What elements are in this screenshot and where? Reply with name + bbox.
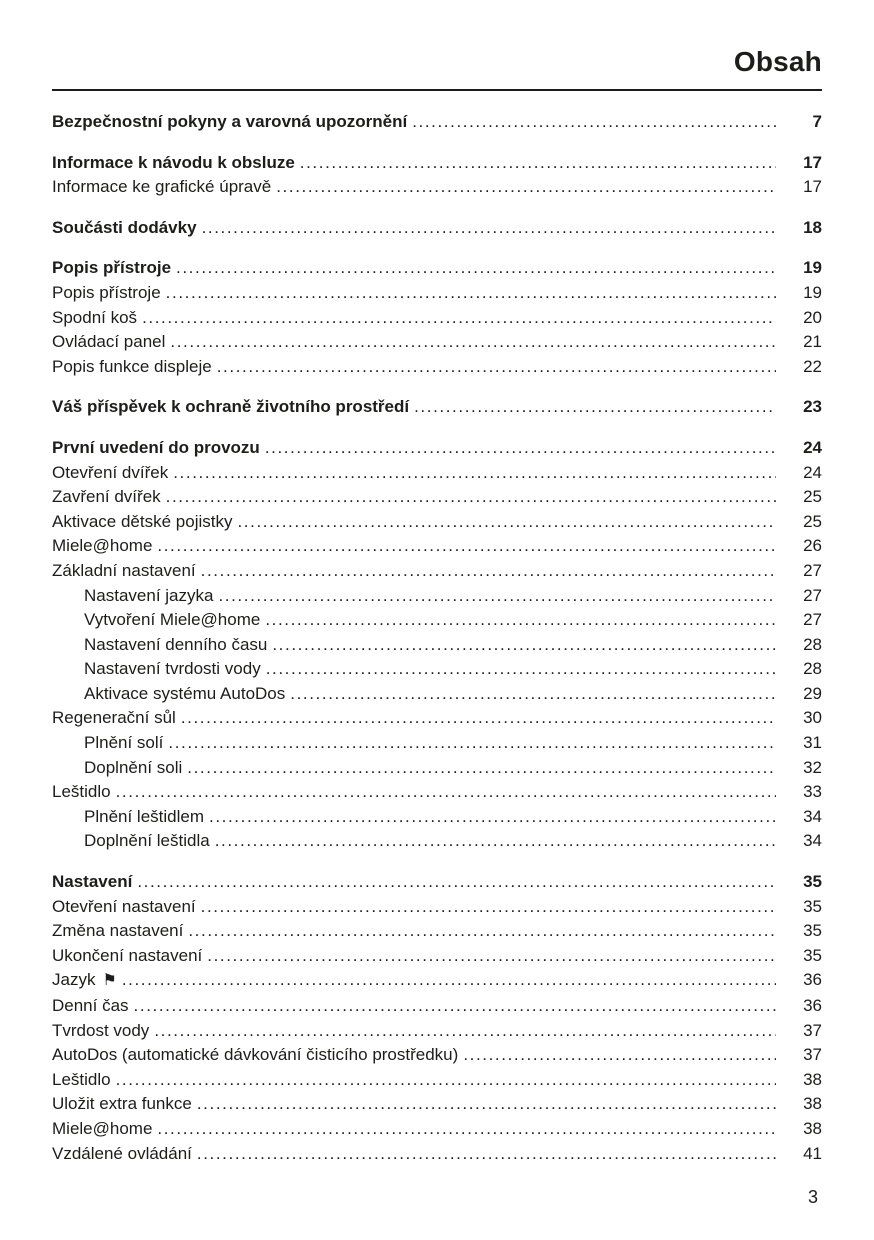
dot-leader <box>157 1117 776 1142</box>
flag-icon: ⚑ <box>102 972 117 990</box>
dot-leader <box>137 870 776 895</box>
toc-entry-label: Spodní koš <box>52 307 138 327</box>
toc-entry-page: 17 <box>803 152 822 172</box>
toc-group <box>52 870 822 1166</box>
toc-entry-label: Miele@home <box>52 536 153 556</box>
toc-entry-page: 38 <box>803 1069 822 1089</box>
toc-entry-page: 35 <box>803 872 822 892</box>
toc-entry-page: 38 <box>803 1118 822 1138</box>
dot-leader <box>188 919 776 944</box>
dot-leader <box>414 395 776 420</box>
toc-entry <box>52 1043 822 1068</box>
dot-leader <box>116 1068 776 1093</box>
toc-entry <box>52 256 822 281</box>
toc-group <box>52 151 822 200</box>
toc-entry-page: 17 <box>803 177 822 197</box>
toc-entry-label: Popis přístroje <box>52 258 172 278</box>
dot-leader <box>166 485 776 510</box>
toc-entry-label: Popis přístroje <box>52 282 161 302</box>
toc-entry <box>52 281 822 306</box>
toc-group <box>52 256 822 379</box>
toc-entry-label: Ovládací panel <box>52 332 166 352</box>
toc-entry-page: 19 <box>803 258 822 278</box>
toc-entry-page: 26 <box>803 536 822 556</box>
toc-entry-label: Plnění solí <box>84 733 164 753</box>
dot-leader <box>166 281 776 306</box>
toc-entry-label: Vytvoření Miele@home <box>84 610 261 630</box>
toc-entry <box>52 1142 822 1167</box>
toc-entry-page: 25 <box>803 511 822 531</box>
toc-entry-label: Doplnění leštidla <box>84 831 210 851</box>
toc-entry <box>52 1117 822 1142</box>
toc-entry-page: 27 <box>803 560 822 580</box>
toc-entry-page: 32 <box>803 757 822 777</box>
toc-entry <box>52 510 822 535</box>
toc-group <box>52 436 822 854</box>
toc-entry-page: 18 <box>803 217 822 237</box>
toc-entry <box>52 706 822 731</box>
toc-entry <box>52 485 822 510</box>
toc-entry <box>52 633 822 658</box>
dot-leader <box>207 944 776 969</box>
toc-entry-label: Tvrdost vody <box>52 1020 150 1040</box>
toc-entry-label: Nastavení tvrdosti vody <box>84 659 261 679</box>
toc-entry-page: 20 <box>803 307 822 327</box>
toc-entry-page: 27 <box>803 610 822 630</box>
dot-leader <box>463 1043 776 1068</box>
toc-entry-page: 36 <box>803 996 822 1015</box>
toc-entry-label: Leštidlo <box>52 782 111 802</box>
dot-leader <box>218 584 776 609</box>
dot-leader <box>237 510 776 535</box>
toc-entry-label: Nastavení jazyka <box>84 585 214 605</box>
toc-entry-page: 25 <box>803 487 822 507</box>
title-rule <box>52 89 822 91</box>
toc-entry-label: Aktivace systému AutoDos <box>84 683 286 703</box>
toc-entry <box>52 355 822 380</box>
dot-leader <box>154 1019 776 1044</box>
dot-leader <box>202 216 776 241</box>
toc-entry <box>52 1068 822 1093</box>
toc-group <box>52 395 822 420</box>
toc-entry-page: 21 <box>803 332 822 352</box>
toc-entry-page: 31 <box>803 733 822 753</box>
toc-entry <box>52 1092 822 1117</box>
toc-entry <box>52 870 822 895</box>
toc-entry-label: Základní nastavení <box>52 560 196 580</box>
dot-leader <box>272 633 776 658</box>
dot-leader <box>176 256 776 281</box>
toc-entry-label: Jazyk <box>52 970 96 990</box>
page-title: Obsah <box>733 46 822 77</box>
toc-entry <box>52 829 822 854</box>
toc-entry <box>52 175 822 200</box>
footer-page-number: 3 <box>807 1187 818 1207</box>
toc-entry <box>52 534 822 559</box>
toc-entry-label: Popis funkce displeje <box>52 356 212 376</box>
toc-entry-label: Denní čas <box>52 996 129 1015</box>
toc-entry-page: 29 <box>803 683 822 703</box>
toc-group <box>52 110 822 135</box>
toc-entry-page: 27 <box>803 585 822 605</box>
toc-entry <box>52 216 822 241</box>
toc-entry <box>52 151 822 176</box>
dot-leader <box>142 306 776 331</box>
toc-entry-label: Otevření dvířek <box>52 462 169 482</box>
dot-leader <box>122 968 776 993</box>
toc-entry-page: 24 <box>803 437 822 457</box>
toc-entry-page: 35 <box>803 896 822 916</box>
toc-entry-label: Zavření dvířek <box>52 487 161 507</box>
dot-leader <box>201 559 776 584</box>
toc-entry-page: 28 <box>803 659 822 679</box>
toc-entry-page: 24 <box>803 462 822 482</box>
toc-entry-page: 34 <box>803 806 822 826</box>
toc-entry <box>52 994 822 1019</box>
toc-entry <box>52 608 822 633</box>
toc-entry <box>52 682 822 707</box>
toc-entry <box>52 395 822 420</box>
toc-entry-label: Nastavení <box>52 872 133 892</box>
toc-entry <box>52 895 822 920</box>
dot-leader <box>168 731 776 756</box>
toc-entry <box>52 306 822 331</box>
dot-leader <box>170 330 776 355</box>
dot-leader <box>201 895 776 920</box>
toc-entry-page: 37 <box>803 1020 822 1040</box>
toc-entry-label: Informace k návodu k obsluze <box>52 152 295 172</box>
toc-entry-label: První uvedení do provozu <box>52 437 260 457</box>
dot-leader <box>157 534 776 559</box>
toc-entry-label: Informace ke grafické úpravě <box>52 177 272 197</box>
dot-leader <box>197 1142 776 1167</box>
toc-entry-page: 38 <box>803 1094 822 1114</box>
dot-leader <box>265 436 776 461</box>
toc-entry-label: Otevření nastavení <box>52 896 196 916</box>
toc-entry <box>52 756 822 781</box>
toc-entry-page: 19 <box>803 282 822 302</box>
toc-entry <box>52 805 822 830</box>
toc-entry-page: 7 <box>812 112 822 131</box>
toc-entry <box>52 968 822 994</box>
toc-entry <box>52 731 822 756</box>
dot-leader <box>181 706 776 731</box>
toc-entry-label: Leštidlo <box>52 1069 111 1089</box>
toc-entry-label: Vzdálené ovládání <box>52 1143 192 1163</box>
dot-leader <box>265 608 776 633</box>
toc-entry-page: 41 <box>803 1143 822 1163</box>
dot-leader <box>217 355 776 380</box>
toc-entry <box>52 330 822 355</box>
dot-leader <box>173 461 776 486</box>
toc-entry <box>52 944 822 969</box>
toc-entry-page: 33 <box>803 782 822 802</box>
dot-leader <box>116 780 776 805</box>
dot-leader <box>134 994 776 1019</box>
toc-entry <box>52 461 822 486</box>
toc-entry-label: Uložit extra funkce <box>52 1094 192 1114</box>
toc-entry-page: 35 <box>803 945 822 965</box>
toc-entry-label: Váš příspěvek k ochraně životního prostředí <box>52 397 410 417</box>
toc-entry-page: 37 <box>803 1045 822 1065</box>
toc-entry <box>52 436 822 461</box>
toc <box>52 110 822 1166</box>
toc-entry <box>52 780 822 805</box>
toc-entry-label: AutoDos (automatické dávkování čisticího prostředku) <box>52 1045 459 1065</box>
toc-entry <box>52 1019 822 1044</box>
toc-entry <box>52 657 822 682</box>
toc-group <box>52 216 822 241</box>
toc-entry-page: 28 <box>803 634 822 654</box>
toc-entry <box>52 919 822 944</box>
toc-entry-label: Regenerační sůl <box>52 708 176 728</box>
dot-leader <box>266 657 776 682</box>
toc-entry <box>52 559 822 584</box>
toc-entry-label: Aktivace dětské pojistky <box>52 511 233 531</box>
toc-entry-label: Změna nastavení <box>52 921 184 941</box>
toc-entry-page: 30 <box>803 708 822 728</box>
toc-entry-page: 23 <box>803 397 822 417</box>
dot-leader <box>290 682 776 707</box>
toc-entry-label: Ukončení nastavení <box>52 945 203 965</box>
toc-entry <box>52 110 822 135</box>
toc-entry-label: Bezpečnostní pokyny a varovná upozornění <box>52 112 408 131</box>
toc-entry-label: Plnění leštidlem <box>84 806 205 826</box>
toc-entry-page: 36 <box>803 970 822 990</box>
dot-leader <box>187 756 776 781</box>
toc-entry-page: 22 <box>803 356 822 376</box>
toc-entry <box>52 584 822 609</box>
dot-leader <box>300 151 776 176</box>
toc-entry-label: Nastavení denního času <box>84 634 268 654</box>
toc-entry-page: 34 <box>803 831 822 851</box>
dot-leader <box>215 829 776 854</box>
toc-entry-label: Miele@home <box>52 1118 153 1138</box>
toc-entry-page: 35 <box>803 921 822 941</box>
dot-leader <box>209 805 776 830</box>
toc-entry-label: Součásti dodávky <box>52 217 197 237</box>
dot-leader <box>412 110 776 135</box>
dot-leader <box>276 175 776 200</box>
toc-entry-label: Doplnění soli <box>84 757 183 777</box>
dot-leader <box>197 1092 776 1117</box>
